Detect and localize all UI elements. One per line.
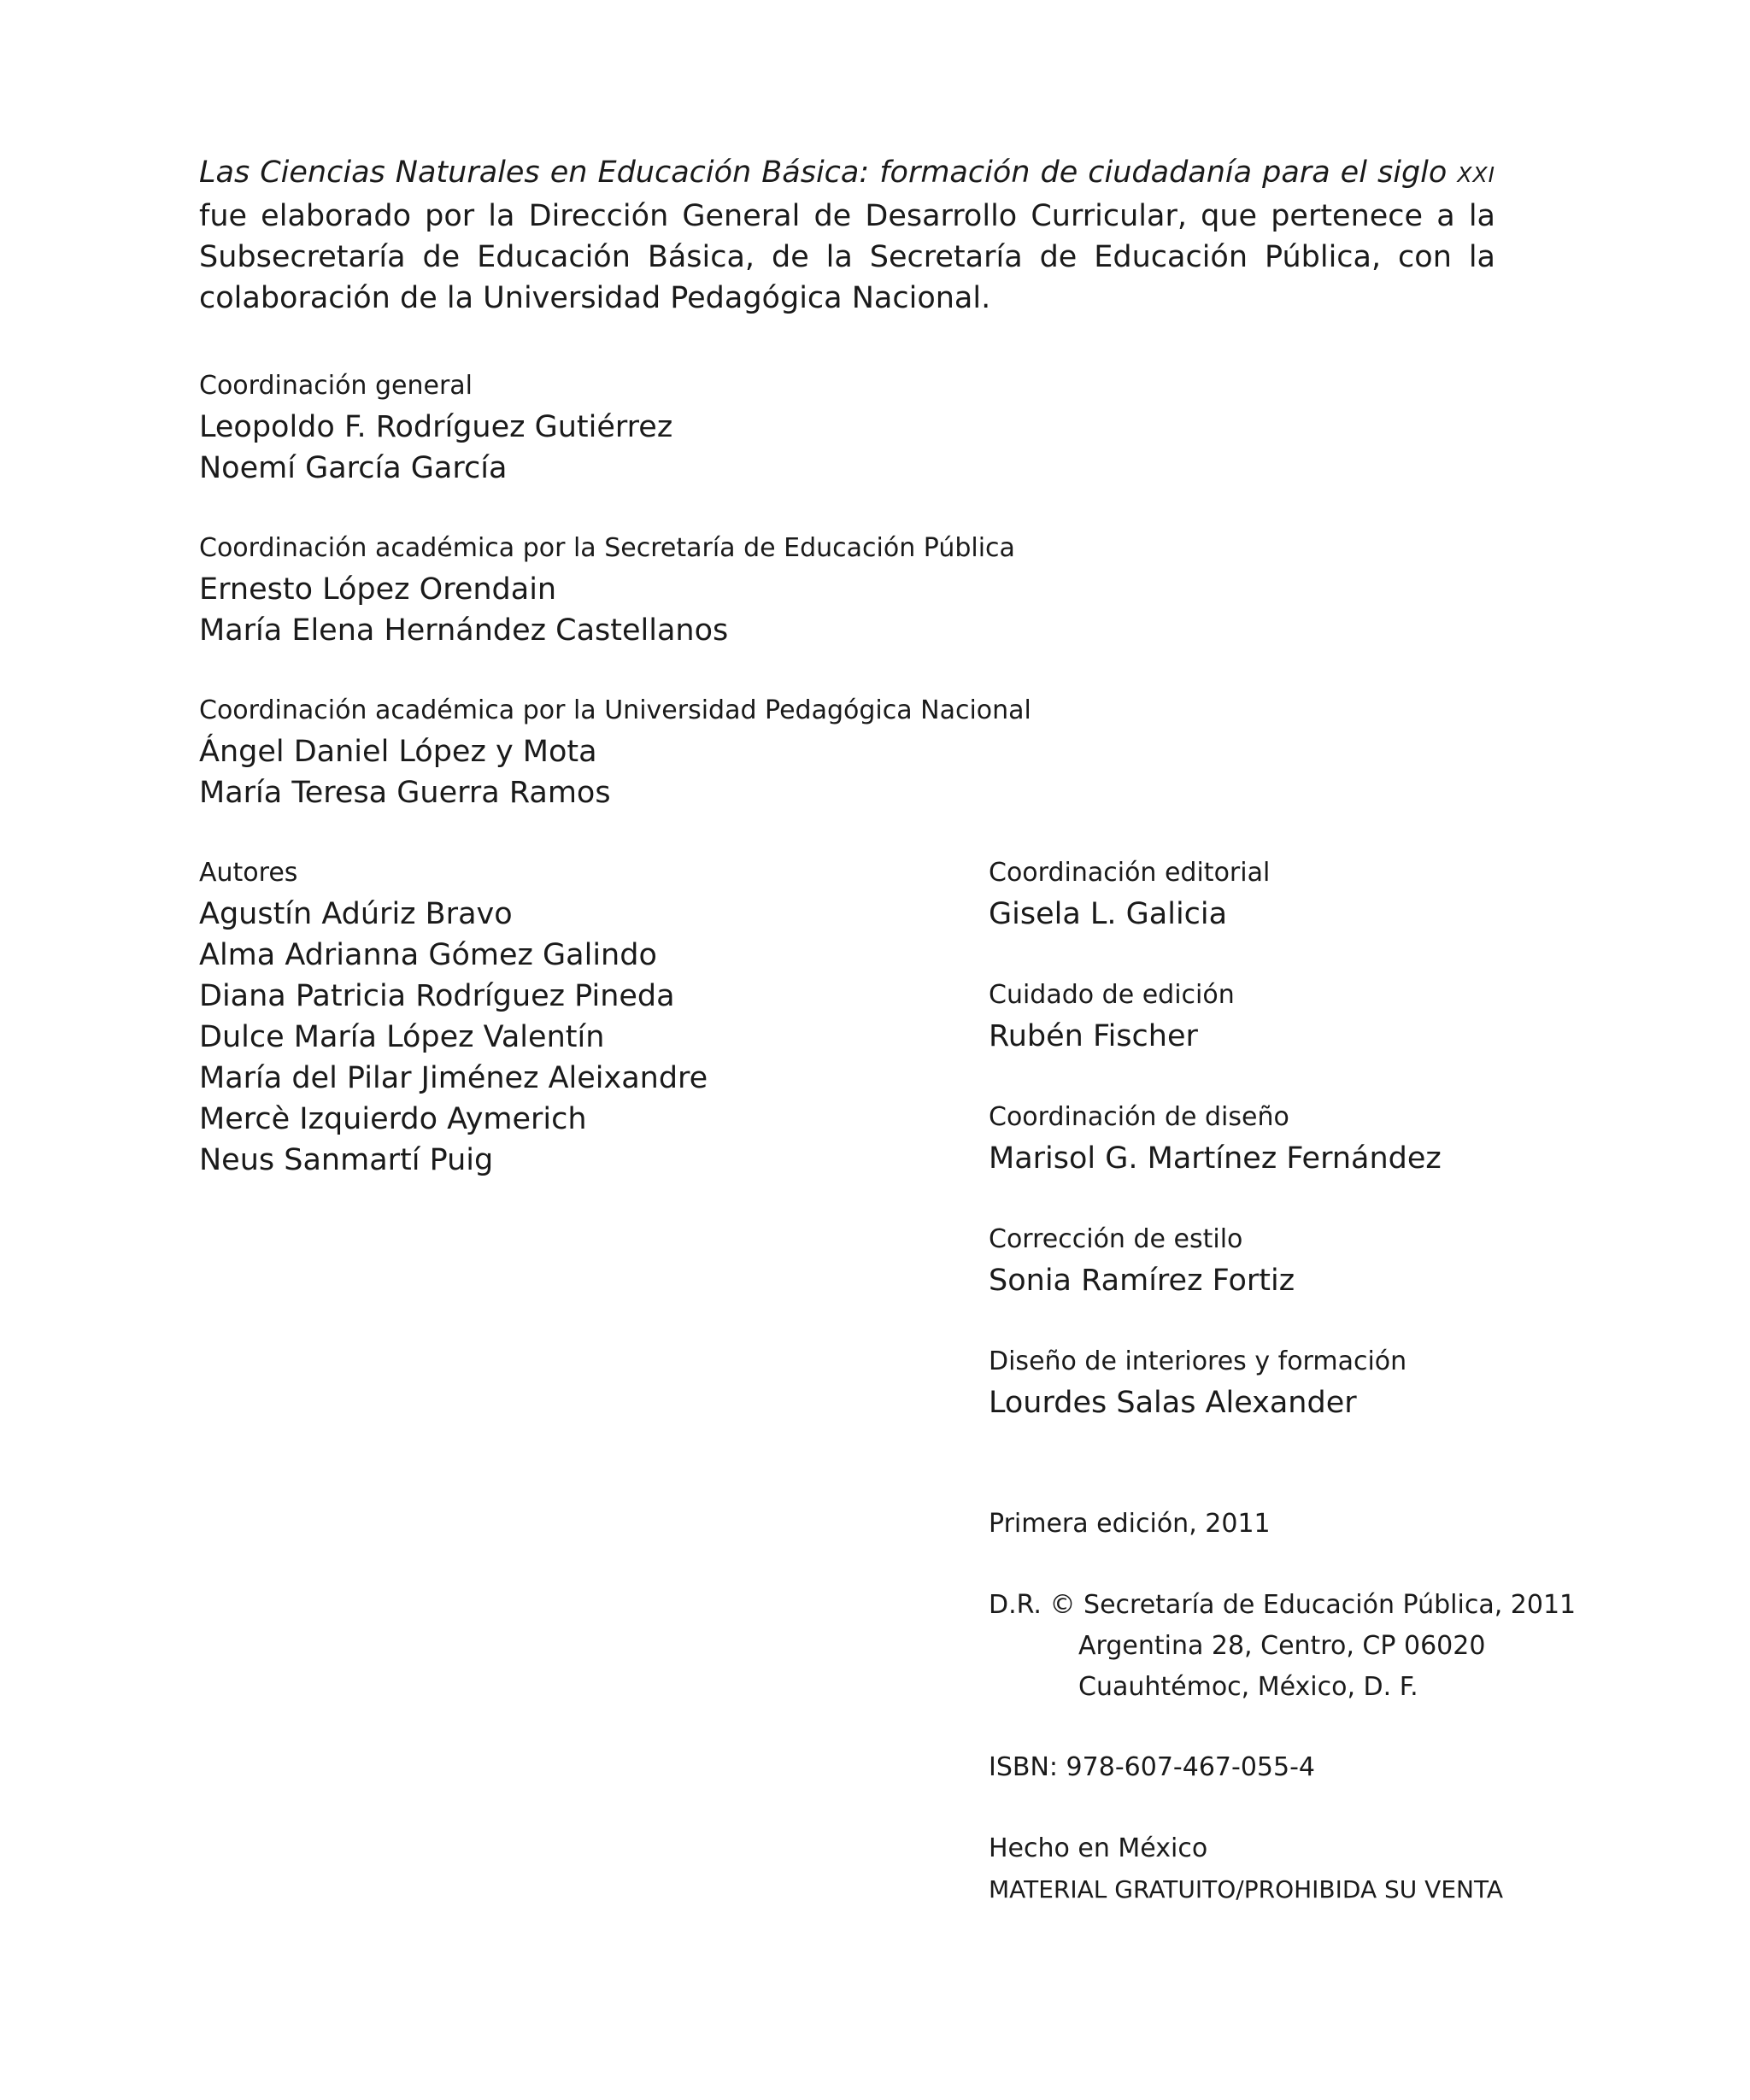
autores-block — [199, 853, 708, 1181]
author-name: María del Pilar Jiménez Aleixandre — [199, 1061, 708, 1095]
isbn-block — [989, 1747, 1315, 1788]
copyright-address: Cuauhtémoc, México, D. F. — [1078, 1672, 1418, 1702]
coordinacion-sep-name: Ernesto López Orendain — [199, 572, 557, 607]
credit-label: Corrección de estilo — [989, 1224, 1243, 1254]
coordinacion-sep-name: María Elena Hernández Castellanos — [199, 613, 729, 648]
edition-block — [989, 1504, 1271, 1545]
copyright-line: D.R. © Secretaría de Educación Pública, 2011 — [989, 1590, 1577, 1620]
coordinacion-upn-label: Coordinación académica por la Universidad Pedagógica Nacional — [199, 695, 1031, 725]
coordinacion-upn-block — [199, 690, 1031, 813]
free-material-notice: MATERIAL GRATUITO/PROHIBIDA SU VENTA — [989, 1875, 1504, 1903]
credit-name: Marisol G. Martínez Fernández — [989, 1141, 1442, 1176]
coordinacion-general-name: Noemí García García — [199, 451, 508, 485]
made-in-block — [989, 1828, 1503, 1910]
credit-label: Diseño de interiores y formación — [989, 1346, 1407, 1376]
coordinacion-upn-name: Ángel Daniel López y Mota — [199, 735, 597, 769]
credit-name: Rubén Fischer — [989, 1019, 1198, 1053]
book-title-century: XXI — [1457, 162, 1495, 187]
credit-label: Coordinación editorial — [989, 858, 1271, 888]
author-name: Alma Adrianna Gómez Galindo — [199, 938, 657, 972]
credit-name: Sonia Ramírez Fortiz — [989, 1264, 1295, 1298]
coordinacion-general-block — [199, 366, 672, 489]
credit-name: Gisela L. Galicia — [989, 897, 1228, 931]
intro-body: fue elaborado por la Dirección General de Desarrollo Curricular, que pertenece a la Subsecretaría de Educación Básica, de la Secretaría de Educación Pública, con la colaboración de la Universidad Pedagógica Nacional. — [199, 199, 1495, 315]
coordinacion-general-label: Coordinación general — [199, 371, 473, 401]
coordinacion-diseno-block — [989, 1097, 1442, 1179]
diseno-interiores-block — [989, 1341, 1406, 1423]
cuidado-edicion-block — [989, 975, 1235, 1057]
author-name: Neus Sanmartí Puig — [199, 1143, 494, 1177]
author-name: Agustín Adúriz Bravo — [199, 897, 513, 931]
credit-label: Cuidado de edición — [989, 980, 1235, 1010]
credit-name: Lourdes Salas Alexander — [989, 1386, 1357, 1420]
made-in-text: Hecho en México — [989, 1833, 1208, 1863]
coordinacion-general-name: Leopoldo F. Rodríguez Gutiérrez — [199, 410, 673, 444]
copyright-block — [989, 1585, 1576, 1708]
coordinacion-sep-block — [199, 528, 1015, 651]
author-name: Diana Patricia Rodríguez Pineda — [199, 979, 675, 1013]
author-name: Mercè Izquierdo Aymerich — [199, 1102, 587, 1136]
coordinacion-editorial-block — [989, 853, 1270, 935]
credit-label: Coordinación de diseño — [989, 1102, 1289, 1132]
autores-label: Autores — [199, 858, 298, 888]
copyright-address: Argentina 28, Centro, CP 06020 — [1078, 1631, 1486, 1661]
coordinacion-upn-name: María Teresa Guerra Ramos — [199, 776, 611, 810]
intro-paragraph — [199, 152, 1495, 319]
author-name: Dulce María López Valentín — [199, 1020, 605, 1054]
book-title: Las Ciencias Naturales en Educación Básica: formación de ciudadanía para el siglo — [199, 155, 1448, 190]
coordinacion-sep-label: Coordinación académica por la Secretaría de Educación Pública — [199, 533, 1015, 563]
isbn-text: ISBN: 978-607-467-055-4 — [989, 1752, 1315, 1782]
correccion-estilo-block — [989, 1219, 1295, 1301]
edition-text: Primera edición, 2011 — [989, 1509, 1271, 1539]
